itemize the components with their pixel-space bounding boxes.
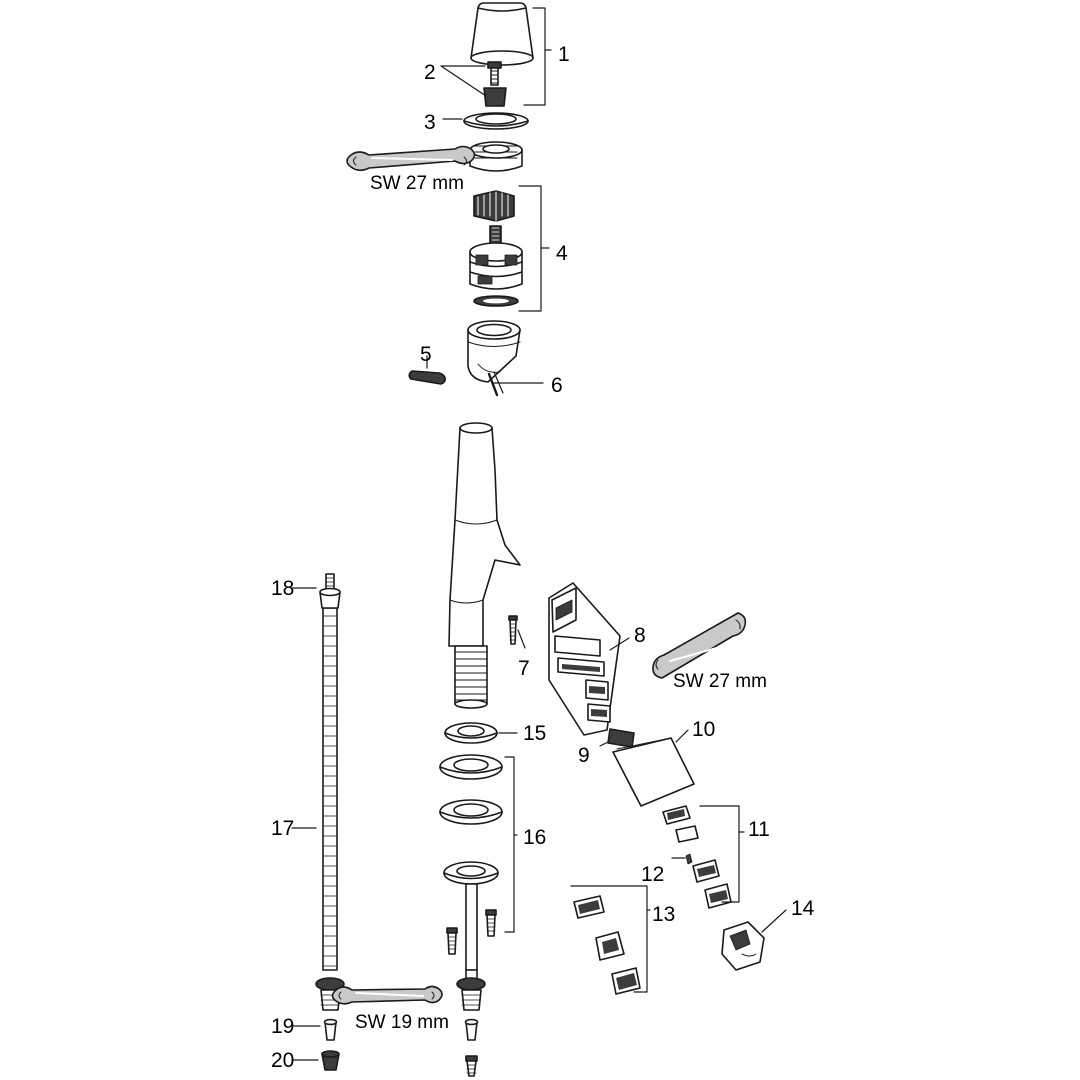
part-7-screw <box>509 616 517 644</box>
callout-3: 3 <box>424 111 436 134</box>
callout-13: 13 <box>652 903 676 926</box>
part-3-ring <box>464 113 528 129</box>
part-15-washer <box>445 723 497 743</box>
callout-19: 19 <box>271 1015 295 1038</box>
tool-label-sw27-right: SW 27 mm <box>673 671 767 692</box>
part-14-bracket <box>722 922 764 970</box>
faucet-body <box>449 423 520 708</box>
callout-14: 14 <box>791 897 815 920</box>
part-2-screw <box>484 62 506 106</box>
part-1-handle <box>471 3 533 65</box>
callout-8: 8 <box>634 624 646 647</box>
callout-12: 12 <box>641 863 665 886</box>
part-11-12-parts <box>663 806 731 908</box>
callout-1: 1 <box>558 43 570 66</box>
callout-9: 9 <box>578 744 590 767</box>
callout-15: 15 <box>523 722 547 745</box>
part-5-clip <box>409 371 445 384</box>
part-10-sleeve <box>613 738 694 806</box>
part-9-seal <box>608 729 634 747</box>
center-tube <box>457 884 485 1076</box>
part-4-cartridge <box>470 191 522 306</box>
part-17-hose <box>323 608 337 970</box>
callout-10: 10 <box>692 718 716 741</box>
open-end-wrench-icon-bottom <box>333 987 443 1004</box>
callout-5: 5 <box>420 343 432 366</box>
open-end-wrench-icon-top <box>347 147 475 171</box>
threaded-collar <box>470 142 522 171</box>
callout-2: 2 <box>424 61 436 84</box>
callout-20: 20 <box>271 1049 295 1072</box>
part-6-lever <box>468 321 520 395</box>
part-20-seal <box>322 1051 339 1070</box>
part-18-hose-end <box>320 574 340 608</box>
callout-16: 16 <box>523 826 547 849</box>
callout-11: 11 <box>748 818 770 841</box>
callout-6: 6 <box>551 374 563 397</box>
tool-label-sw27-top: SW 27 mm <box>370 173 464 194</box>
callout-4: 4 <box>556 242 568 265</box>
tool-label-sw19-bottom: SW 19 mm <box>355 1012 449 1033</box>
part-8-assembly <box>549 583 620 735</box>
part-13-group <box>574 896 640 994</box>
open-end-wrench-icon-right <box>653 613 745 678</box>
callout-7: 7 <box>518 657 530 680</box>
callout-17: 17 <box>271 817 295 840</box>
callout-18: 18 <box>271 577 295 600</box>
